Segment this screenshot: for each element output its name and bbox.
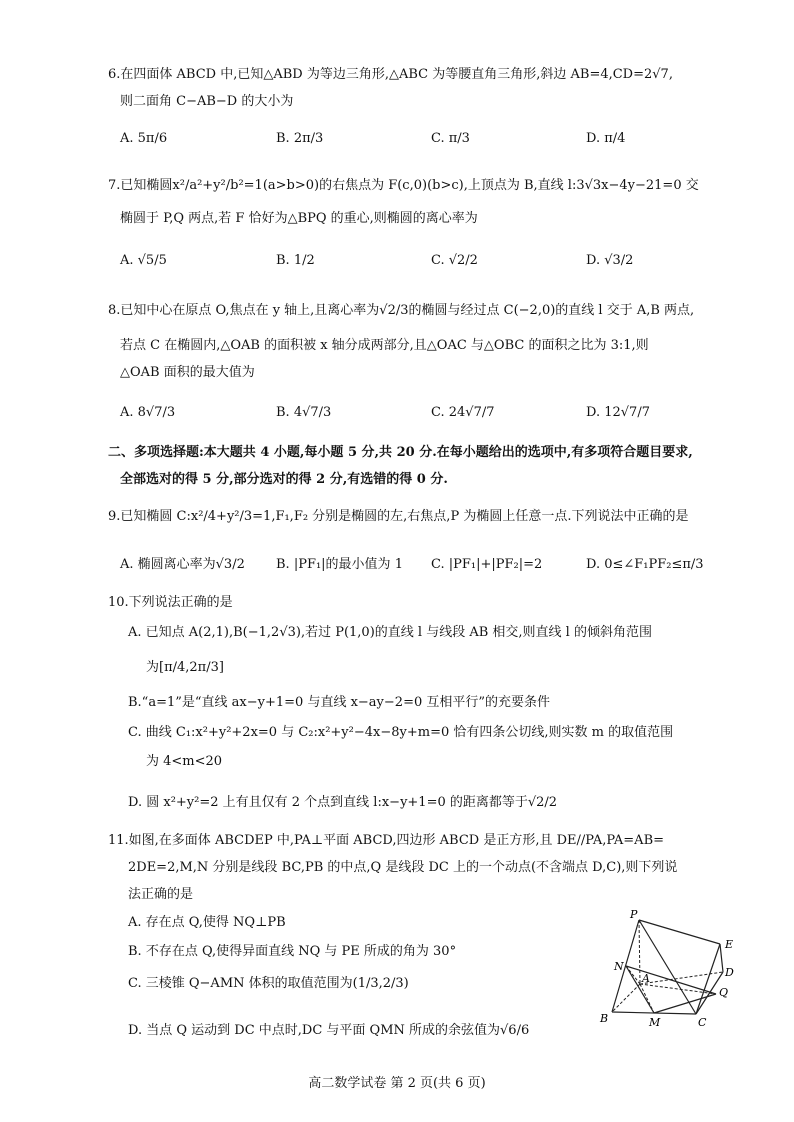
q8-option-b: B. 4√7/3 (276, 405, 332, 420)
q7-line1: 7.已知椭圆x²/a²+y²/b²=1(a>b>0)的右焦点为 F(c,0)(b>c),上顶点为 B,直线 l:3√3x−4y−21=0 交 (108, 178, 699, 193)
q6-line1: 6.在四面体 ABCD 中,已知△ABD 为等边三角形,△ABC 为等腰直角三角形,斜边 AB=4,CD=2√7, (108, 67, 673, 82)
edge-am (640, 984, 654, 1013)
q11-line2: 2DE=2,M,N 分别是线段 BC,PB 的中点,Q 是线段 DC 上的一个动点(不含端点 D,C),则下列说 (128, 860, 678, 875)
section2-line1: 二、多项选择题:本大题共 4 小题,每小题 5 分,共 20 分.在每小题给出的选项中,有多项符合题目要求, (108, 445, 693, 460)
q7-option-b: B. 1/2 (276, 253, 315, 268)
page-footer: 高二数学试卷 第 2 页(共 6 页) (308, 1076, 486, 1091)
q10-option-b: B.“a=1”是“直线 ax−y+1=0 与直线 x−ay−2=0 互相平行”的充要条件 (128, 695, 551, 710)
q7-option-a: A. √5/5 (120, 253, 167, 268)
q10-option-a-line1: A. 已知点 A(2,1),B(−1,2√3),若过 P(1,0)的直线 l 与线段 AB 相交,则直线 l 的倾斜角范围 (128, 625, 652, 640)
q7-option-d: D. √3/2 (586, 253, 634, 268)
q6-line2: 则二面角 C−AB−D 的大小为 (120, 94, 294, 109)
q8-line1: 8.已知中心在原点 O,焦点在 y 轴上,且离心率为√2/3的椭圆与经过点 C(−2,0)的直线 l 交于 A,B 两点, (108, 303, 695, 318)
q6-option-a: A. 5π/6 (120, 131, 168, 146)
label-a: A (642, 972, 650, 985)
label-n: N (614, 960, 624, 973)
q11-option-a: A. 存在点 Q,使得 NQ⊥PB (128, 915, 286, 930)
q6-option-c: C. π/3 (431, 131, 470, 146)
label-m: M (649, 1016, 661, 1029)
q11-line3: 法正确的是 (128, 887, 194, 902)
label-p: P (630, 908, 638, 921)
q9-option-a: A. 椭圆离心率为√3/2 (120, 557, 245, 572)
polyhedron-figure (594, 904, 754, 1034)
q10-option-c-line1: C. 曲线 C₁:x²+y²+2x=0 与 C₂:x²+y²−4x−8y+m=0 恰有四条公切线,则实数 m 的取值范围 (128, 725, 674, 740)
q7-option-c: C. √2/2 (431, 253, 478, 268)
label-q: Q (719, 986, 729, 999)
q11-option-d: D. 当点 Q 运动到 DC 中点时,DC 与平面 QMN 所成的余弦值为√6/6 (128, 1023, 530, 1038)
q11-option-c: C. 三棱锥 Q−AMN 体积的取值范围为(1/3,2/3) (128, 976, 409, 991)
q9-option-d: D. 0≤∠F₁PF₂≤π/3 (586, 557, 704, 572)
q11-line1: 11.如图,在多面体 ABCDEP 中,PA⊥平面 ABCD,四边形 ABCD 是正方形,且 DE//PA,PA=AB= (108, 833, 665, 848)
q8-option-d: D. 12√7/7 (586, 405, 650, 420)
q9-line1: 9.已知椭圆 C:x²/4+y²/3=1,F₁,F₂ 分别是椭圆的左,右焦点,P 为椭圆上任意一点.下列说法中正确的是 (108, 509, 689, 524)
edge-ce (696, 944, 720, 1014)
figure-solid-edges (612, 920, 723, 1014)
q8-line2: 若点 C 在椭圆内,△OAB 的面积被 x 轴分成两部分,且△OAC 与△OBC 的面积之比为 3:1,则 (120, 338, 649, 353)
q8-line3: △OAB 面积的最大值为 (120, 365, 255, 380)
section2-line2: 全部选对的得 5 分,部分选对的得 2 分,有选错的得 0 分. (120, 472, 448, 487)
edge-pa (639, 920, 640, 984)
q6-option-d: D. π/4 (586, 131, 626, 146)
q8-option-c: C. 24√7/7 (431, 405, 495, 420)
q9-option-c: C. |PF₁|+|PF₂|=2 (431, 557, 543, 572)
label-c: C (698, 1016, 707, 1029)
q10-option-a-line2: 为[π/4,2π/3] (146, 660, 224, 675)
label-d: D (725, 966, 734, 979)
edge-ed (720, 944, 723, 972)
q8-option-a: A. 8√7/3 (120, 405, 176, 420)
q10-stem: 10.下列说法正确的是 (108, 595, 233, 610)
q10-option-c-line2: 为 4<m<20 (146, 754, 223, 769)
label-b: B (600, 1012, 609, 1025)
label-e: E (725, 938, 734, 951)
q6-option-b: B. 2π/3 (276, 131, 324, 146)
q11-option-b: B. 不存在点 Q,使得异面直线 NQ 与 PE 所成的角为 30° (128, 944, 457, 959)
q7-line2: 椭圆于 P,Q 两点,若 F 恰好为△BPQ 的重心,则椭圆的离心率为 (120, 211, 478, 226)
q10-option-d: D. 圆 x²+y²=2 上有且仅有 2 个点到直线 l:x−y+1=0 的距离都等于√2/2 (128, 795, 558, 810)
q9-option-b: B. |PF₁|的最小值为 1 (276, 557, 403, 572)
